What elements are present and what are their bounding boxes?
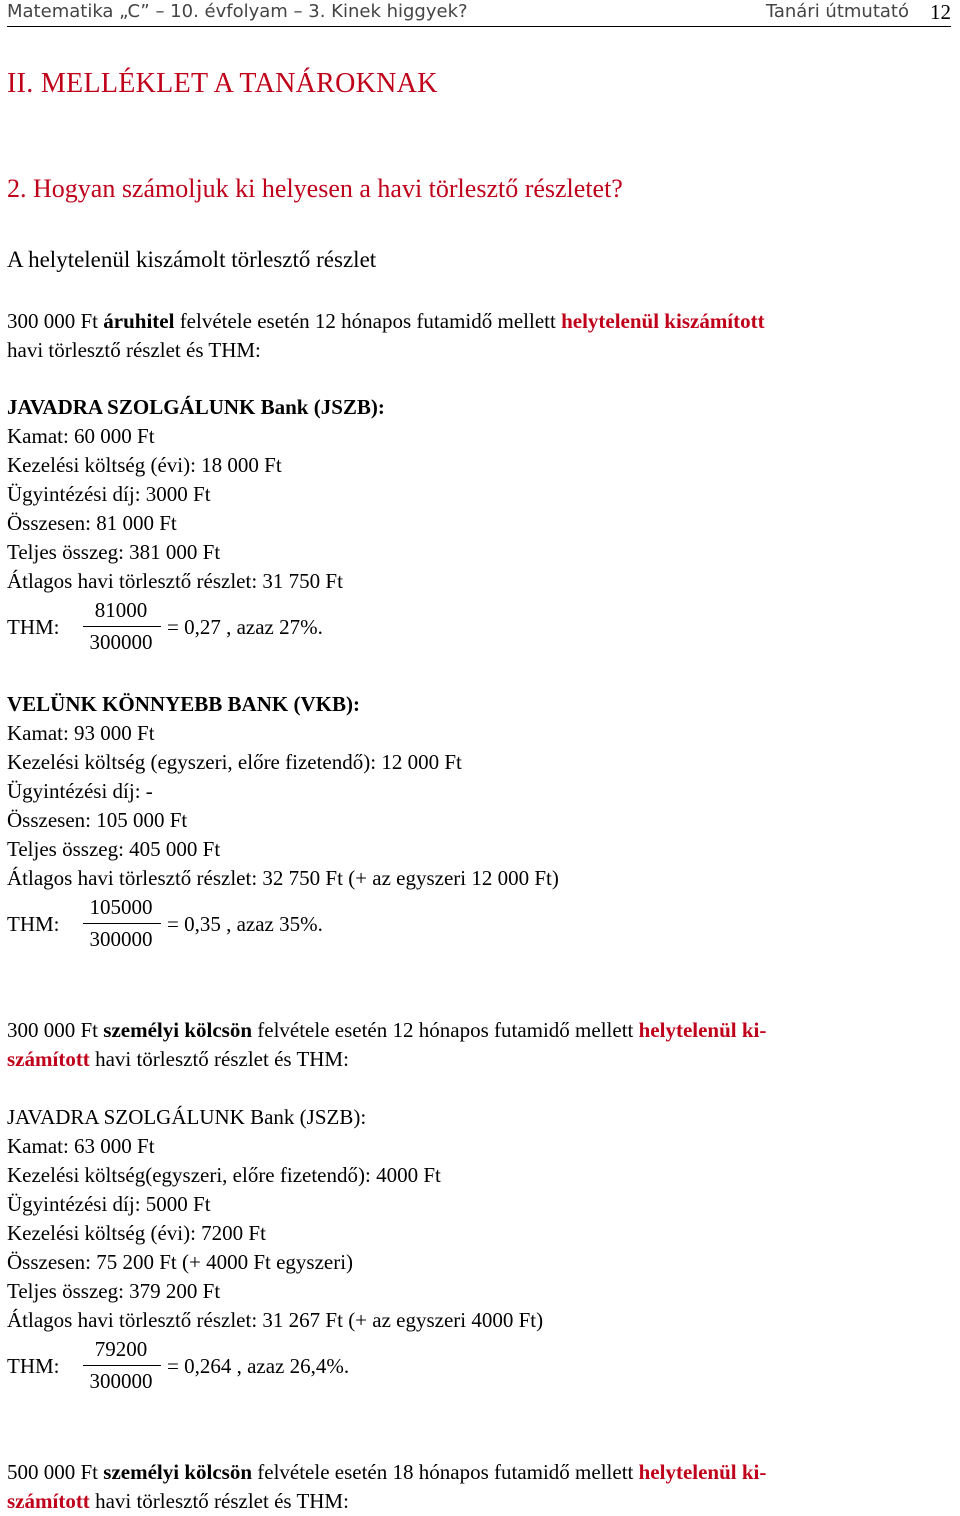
bank2-line: Összesen: 105 000 Ft	[7, 808, 188, 832]
fraction-denominator: 300000	[89, 1369, 153, 1393]
thm-formula	[7, 895, 427, 953]
bank1-line: Kezelési költség (évi): 18 000 Ft	[7, 453, 282, 477]
intro-text: havi törlesztő részlet és THM:	[89, 1047, 349, 1071]
bank1-line: Kamat: 60 000 Ft	[7, 424, 155, 448]
fraction-denominator: 300000	[89, 927, 153, 951]
bank-name-jszb: JAVADRA SZOLGÁLUNK Bank (JSZB):	[7, 1105, 367, 1129]
intro-incorrect-label: helytelenül ki-	[638, 1018, 767, 1042]
bank1-line: Összesen: 81 000 Ft	[7, 511, 177, 535]
bank3-line: Összesen: 75 200 Ft (+ 4000 Ft egyszeri)	[7, 1250, 354, 1274]
bank-name-vkb: VELÜNK KÖNNYEBB BANK (VKB):	[7, 692, 360, 716]
intro-incorrect-label-cont: számított	[7, 1489, 90, 1513]
header-guide-label: Tanári útmutató	[765, 1, 909, 22]
section-title: 2. Hogyan számoljuk ki helyesen a havi törlesztő részletet?	[7, 174, 623, 203]
intro-text: havi törlesztő részlet és THM:	[89, 1489, 349, 1513]
intro-incorrect-label-cont: számított	[7, 1047, 90, 1071]
fraction-bar	[83, 923, 161, 924]
intro-paragraph-1-line-1	[7, 307, 765, 336]
intro-paragraph-3-line-1	[7, 1458, 766, 1487]
fraction-bar	[83, 1365, 161, 1366]
intro-text: felvétele esetén 18 hónapos futamidő mellett	[252, 1460, 639, 1484]
intro-amount: 300 000 Ft	[7, 309, 104, 333]
bank2-line: Kamat: 93 000 Ft	[7, 721, 155, 745]
bank3-line: Átlagos havi törlesztő részlet: 31 267 Ft (+ az egyszeri 4000 Ft)	[7, 1308, 544, 1332]
bank3-line: Kezelési költség (évi): 7200 Ft	[7, 1221, 266, 1245]
bank-name-jszb: JAVADRA SZOLGÁLUNK Bank (JSZB):	[7, 395, 385, 419]
bank3-line: Kezelési költség(egyszeri, előre fizetendő): 4000 Ft	[7, 1163, 441, 1187]
intro-text: felvétele esetén 12 hónapos futamidő mellett	[174, 309, 562, 333]
fraction-numerator: 81000	[94, 598, 148, 622]
intro-loan-type: személyi kölcsön	[103, 1018, 252, 1042]
intro-amount: 500 000 Ft	[7, 1460, 104, 1484]
thm-label: THM:	[7, 615, 60, 639]
bank2-line: Teljes összeg: 405 000 Ft	[7, 837, 221, 861]
bank2-line: Kezelési költség (egyszeri, előre fizetendő): 12 000 Ft	[7, 750, 462, 774]
fraction-numerator: 79200	[94, 1337, 148, 1361]
bank1-line: Teljes összeg: 381 000 Ft	[7, 540, 221, 564]
thm-formula	[7, 1337, 427, 1395]
page-header	[7, 0, 951, 27]
fraction-numerator: 105000	[89, 895, 153, 919]
bank2-line: Ügyintézési díj: -	[7, 779, 153, 803]
appendix-title: II. MELLÉKLET A TANÁROKNAK	[7, 68, 438, 99]
intro-loan-type: személyi kölcsön	[103, 1460, 252, 1484]
intro-loan-type: áruhitel	[103, 309, 175, 333]
subsection-title: A helytelenül kiszámolt törlesztő részlet	[7, 247, 377, 272]
thm-label: THM:	[7, 1354, 60, 1378]
thm-formula	[7, 598, 427, 656]
bank3-line: Teljes összeg: 379 200 Ft	[7, 1279, 221, 1303]
bank2-line: Átlagos havi törlesztő részlet: 32 750 Ft (+ az egyszeri 12 000 Ft)	[7, 866, 559, 890]
intro-text: felvétele esetén 12 hónapos futamidő mellett	[252, 1018, 639, 1042]
intro-incorrect-label: helytelenül kiszámított	[561, 309, 765, 333]
fraction-bar	[83, 626, 161, 627]
thm-result: = 0,35 , azaz 35%.	[167, 912, 323, 936]
header-course-title: Matematika „C” – 10. évfolyam – 3. Kinek higgyek?	[7, 1, 468, 22]
thm-result: = 0,264 , azaz 26,4%.	[167, 1354, 350, 1378]
page-number: 12	[930, 0, 951, 24]
thm-result: = 0,27 , azaz 27%.	[167, 615, 323, 639]
bank1-line: Átlagos havi törlesztő részlet: 31 750 Ft	[7, 569, 343, 593]
fraction-denominator: 300000	[89, 630, 153, 654]
intro-paragraph-1-line-2: havi törlesztő részlet és THM:	[7, 338, 261, 362]
intro-paragraph-3-line-2	[7, 1487, 349, 1516]
intro-paragraph-2-line-2	[7, 1045, 349, 1074]
thm-label: THM:	[7, 912, 60, 936]
intro-paragraph-2-line-1	[7, 1016, 766, 1045]
bank3-line: Kamat: 63 000 Ft	[7, 1134, 155, 1158]
bank1-line: Ügyintézési díj: 3000 Ft	[7, 482, 211, 506]
intro-incorrect-label: helytelenül ki-	[638, 1460, 767, 1484]
intro-amount: 300 000 Ft	[7, 1018, 104, 1042]
bank3-line: Ügyintézési díj: 5000 Ft	[7, 1192, 211, 1216]
